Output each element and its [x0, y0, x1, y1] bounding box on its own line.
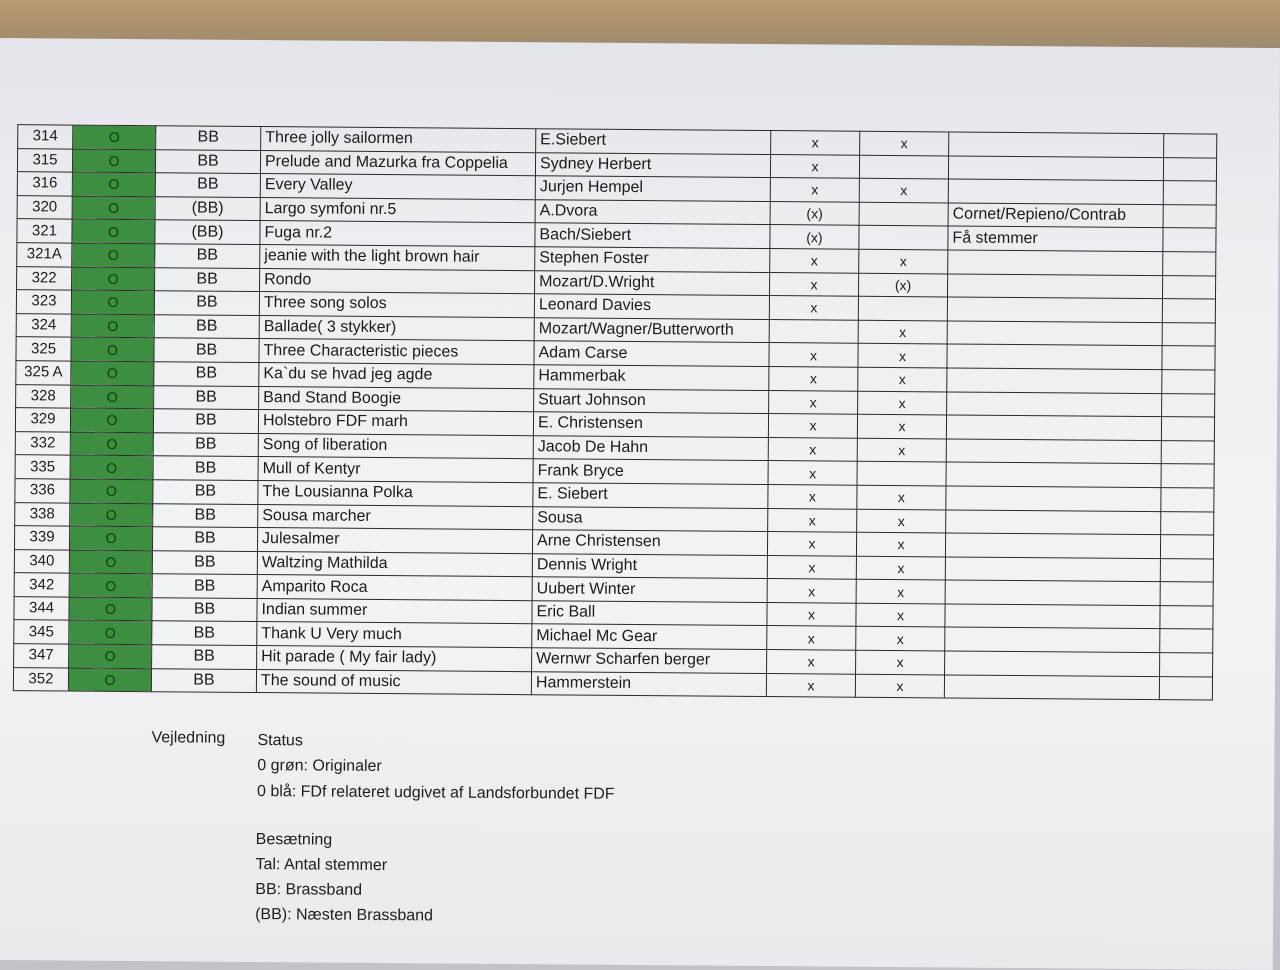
- title-cell: Mull of Kentyr: [258, 457, 533, 483]
- mark-cell-1: x: [769, 390, 858, 414]
- mark-cell-1: x: [771, 131, 860, 155]
- mark-cell-2: x: [858, 344, 947, 368]
- empty-cell: [1162, 275, 1215, 299]
- paper-sheet: [0, 38, 1280, 970]
- note-cell: [947, 391, 1162, 416]
- status-cell: O: [72, 267, 155, 291]
- scoring-bb-line: BB: Brassband: [255, 881, 363, 899]
- mark-cell-1: (x): [770, 201, 859, 225]
- type-cell: BB: [153, 409, 258, 433]
- mark-cell-2: [859, 202, 948, 226]
- composer-cell: Dennis Wright: [532, 553, 767, 578]
- type-cell: BB: [152, 645, 257, 669]
- status-green-line: 0 grøn: Originaler: [257, 757, 382, 776]
- row-number: 338: [15, 502, 70, 526]
- mark-cell-2: [859, 226, 948, 250]
- composer-cell: Arne Christensen: [532, 530, 767, 555]
- type-cell: BB: [154, 291, 259, 315]
- empty-cell: [1161, 417, 1214, 441]
- mark-cell-2: x: [858, 320, 947, 344]
- row-number: 335: [15, 455, 70, 479]
- type-cell: BB: [152, 621, 257, 645]
- mark-cell-2: x: [856, 532, 945, 556]
- composer-cell: Hammerstein: [531, 671, 766, 696]
- title-cell: Every Valley: [260, 174, 535, 200]
- mark-cell-1: x: [768, 414, 857, 438]
- note-cell: [948, 179, 1163, 204]
- type-cell: BB: [153, 456, 258, 480]
- composer-cell: Wernwr Scharfen berger: [532, 648, 767, 673]
- row-number: 328: [16, 384, 71, 408]
- composer-cell: Sydney Herbert: [535, 152, 770, 177]
- title-cell: Fuga nr.2: [260, 221, 535, 247]
- composer-cell: Eric Ball: [532, 601, 767, 626]
- composer-cell: Mozart/Wagner/Butterworth: [534, 317, 769, 342]
- row-number: 336: [15, 479, 70, 503]
- title-cell: Song of liberation: [258, 433, 533, 459]
- title-cell: Waltzing Mathilda: [257, 551, 532, 577]
- empty-cell: [1161, 488, 1214, 512]
- row-number: 332: [15, 431, 70, 455]
- title-cell: Julesalmer: [257, 528, 532, 554]
- composer-cell: Jacob De Hahn: [533, 435, 768, 460]
- row-number: 347: [14, 644, 69, 668]
- note-cell: [946, 439, 1161, 464]
- mark-cell-1: x: [767, 555, 856, 579]
- row-number: 325: [16, 337, 71, 361]
- composer-cell: E. Siebert: [533, 483, 768, 508]
- type-cell: BB: [156, 126, 261, 150]
- note-cell: [946, 509, 1161, 534]
- status-cell: O: [72, 219, 155, 243]
- mark-cell-2: x: [857, 509, 946, 533]
- note-cell: [945, 580, 1160, 605]
- row-number: 345: [14, 620, 69, 644]
- composer-cell: Bach/Siebert: [535, 223, 770, 248]
- mark-cell-1: x: [769, 296, 858, 320]
- note-cell: [945, 533, 1160, 558]
- status-heading: Status: [257, 732, 303, 750]
- title-cell: Thank U Very much: [257, 622, 532, 648]
- composer-cell: Stephen Foster: [535, 247, 770, 272]
- status-cell: O: [71, 361, 154, 385]
- row-number: 340: [14, 549, 69, 573]
- row-number: 352: [13, 667, 68, 691]
- empty-cell: [1163, 157, 1216, 181]
- row-number: 342: [14, 573, 69, 597]
- mark-cell-1: x: [768, 461, 857, 485]
- mark-cell-2: x: [856, 556, 945, 580]
- empty-cell: [1161, 440, 1214, 464]
- mark-cell-1: x: [766, 673, 855, 697]
- title-cell: Three jolly sailormen: [261, 127, 536, 153]
- composer-cell: E. Christensen: [533, 412, 768, 437]
- title-cell: Ka`du se hvad jeg agde: [259, 362, 534, 388]
- status-cell: O: [70, 455, 153, 479]
- status-cell: O: [68, 668, 151, 692]
- type-cell: BB: [152, 574, 257, 598]
- composer-cell: A.Dvora: [535, 199, 770, 224]
- table-body: [13, 125, 1216, 701]
- mark-cell-2: x: [860, 131, 949, 155]
- mark-cell-2: x: [858, 367, 947, 391]
- type-cell: BB: [153, 480, 258, 504]
- note-cell: [945, 627, 1160, 652]
- title-cell: The sound of music: [256, 669, 531, 695]
- type-cell: BB: [152, 527, 257, 551]
- empty-cell: [1160, 558, 1213, 582]
- title-cell: Largo symfoni nr.5: [260, 197, 535, 223]
- scoring-bb-paren-line: (BB): Næsten Brassband: [255, 906, 434, 925]
- empty-cell: [1162, 370, 1215, 394]
- title-cell: Ballade( 3 stykker): [259, 315, 534, 341]
- empty-cell: [1161, 464, 1214, 488]
- status-cell: O: [71, 385, 154, 409]
- note-cell: [947, 344, 1162, 369]
- status-cell: O: [71, 337, 154, 361]
- empty-cell: [1163, 181, 1216, 205]
- title-cell: Rondo: [260, 268, 535, 294]
- mark-cell-1: x: [769, 343, 858, 367]
- mark-cell-1: x: [767, 650, 856, 674]
- title-cell: Three Characteristic pieces: [259, 339, 534, 365]
- empty-cell: [1160, 629, 1213, 653]
- type-cell: BB: [154, 338, 259, 362]
- empty-cell: [1162, 346, 1215, 370]
- empty-cell: [1160, 606, 1213, 630]
- type-cell: BB: [154, 362, 259, 386]
- title-cell: Amparito Roca: [257, 575, 532, 601]
- empty-cell: [1163, 228, 1216, 252]
- title-cell: jeanie with the light brown hair: [260, 245, 535, 271]
- mark-cell-2: (x): [858, 273, 947, 297]
- composer-cell: Adam Carse: [534, 341, 769, 366]
- mark-cell-1: x: [770, 178, 859, 202]
- note-cell: [944, 675, 1159, 700]
- mark-cell-1: x: [767, 626, 856, 650]
- note-cell: [949, 132, 1164, 157]
- status-cell: O: [72, 172, 155, 196]
- mark-cell-1: x: [768, 508, 857, 532]
- mark-cell-2: x: [856, 627, 945, 651]
- row-number: 325 A: [16, 361, 71, 385]
- row-number: 324: [16, 313, 71, 337]
- composer-cell: Mozart/D.Wright: [535, 270, 770, 295]
- mark-cell-2: [858, 296, 947, 320]
- title-cell: Band Stand Boogie: [259, 386, 534, 412]
- status-cell: O: [72, 196, 155, 220]
- note-cell: [945, 557, 1160, 582]
- status-cell: O: [69, 526, 152, 550]
- status-cell: O: [72, 149, 155, 173]
- row-number: 329: [15, 408, 70, 432]
- type-cell: BB: [154, 314, 259, 338]
- note-cell: [945, 604, 1160, 629]
- status-cell: O: [69, 550, 152, 574]
- status-cell: O: [73, 125, 156, 149]
- mark-cell-1: [769, 319, 858, 343]
- mark-cell-1: x: [767, 602, 856, 626]
- mark-cell-1: x: [767, 579, 856, 603]
- status-cell: O: [69, 597, 152, 621]
- mark-cell-1: x: [767, 532, 856, 556]
- mark-cell-2: x: [859, 178, 948, 202]
- mark-cell-2: [859, 155, 948, 179]
- type-cell: BB: [155, 244, 260, 268]
- empty-cell: [1162, 299, 1215, 323]
- title-cell: Prelude and Mazurka fra Coppelia: [260, 150, 535, 176]
- empty-cell: [1159, 676, 1212, 700]
- status-cell: O: [69, 644, 152, 668]
- type-cell: (BB): [155, 220, 260, 244]
- row-number: 321: [17, 219, 72, 243]
- status-cell: O: [70, 479, 153, 503]
- empty-cell: [1160, 653, 1213, 677]
- mark-cell-2: x: [857, 438, 946, 462]
- mark-cell-2: x: [856, 650, 945, 674]
- mark-cell-1: (x): [770, 225, 859, 249]
- mark-cell-2: x: [857, 414, 946, 438]
- mark-cell-2: x: [858, 391, 947, 415]
- note-cell: Få stemmer: [948, 226, 1163, 251]
- title-cell: Holstebro FDF marh: [258, 410, 533, 436]
- mark-cell-1: x: [769, 366, 858, 390]
- note-cell: [947, 274, 1162, 299]
- scoring-heading: Besætning: [255, 831, 333, 849]
- mark-cell-1: x: [770, 154, 859, 178]
- title-cell: Sousa marcher: [258, 504, 533, 530]
- type-cell: BB: [151, 668, 256, 692]
- composer-cell: E.Siebert: [536, 129, 771, 154]
- type-cell: BB: [153, 432, 258, 456]
- empty-cell: [1160, 535, 1213, 559]
- row-number: 315: [17, 148, 72, 172]
- row-number: 321A: [17, 243, 72, 267]
- type-cell: BB: [155, 267, 260, 291]
- status-cell: O: [71, 314, 154, 338]
- type-cell: BB: [153, 503, 258, 527]
- note-cell: [947, 297, 1162, 322]
- empty-cell: [1163, 204, 1216, 228]
- type-cell: BB: [152, 550, 257, 574]
- type-cell: BB: [152, 598, 257, 622]
- title-cell: The Lousianna Polka: [258, 480, 533, 506]
- composer-cell: Sousa: [533, 506, 768, 531]
- mark-cell-2: x: [857, 485, 946, 509]
- composer-cell: Stuart Johnson: [534, 388, 769, 413]
- mark-cell-2: [857, 462, 946, 486]
- row-number: 316: [17, 172, 72, 196]
- row-number: 320: [17, 195, 72, 219]
- empty-cell: [1164, 134, 1217, 158]
- row-number: 322: [17, 266, 72, 290]
- composer-cell: Michael Mc Gear: [532, 624, 767, 649]
- mark-cell-1: x: [768, 437, 857, 461]
- status-cell: O: [69, 573, 152, 597]
- row-number: 314: [18, 125, 73, 149]
- status-cell: O: [70, 432, 153, 456]
- empty-cell: [1160, 582, 1213, 606]
- row-number: 323: [16, 290, 71, 314]
- empty-cell: [1163, 252, 1216, 276]
- row-number: 339: [14, 526, 69, 550]
- type-cell: BB: [154, 385, 259, 409]
- note-cell: [946, 415, 1161, 440]
- status-cell: O: [72, 243, 155, 267]
- note-cell: [946, 486, 1161, 511]
- composer-cell: Jurjen Hempel: [535, 176, 770, 201]
- note-cell: Cornet/Repieno/Contrab: [948, 203, 1163, 228]
- guide-heading: Vejledning: [151, 729, 226, 747]
- note-cell: [948, 156, 1163, 181]
- status-cell: O: [69, 621, 152, 645]
- composer-cell: Uubert Winter: [532, 577, 767, 602]
- note-cell: [947, 321, 1162, 346]
- composer-cell: Hammerbak: [534, 365, 769, 390]
- empty-cell: [1161, 511, 1214, 535]
- type-cell: BB: [155, 149, 260, 173]
- empty-cell: [1162, 393, 1215, 417]
- mark-cell-2: x: [855, 674, 944, 698]
- status-cell: O: [70, 408, 153, 432]
- title-cell: Indian summer: [257, 598, 532, 624]
- mark-cell-1: x: [770, 249, 859, 273]
- mark-cell-1: x: [768, 484, 857, 508]
- type-cell: (BB): [155, 197, 260, 221]
- mark-cell-2: x: [859, 249, 948, 273]
- status-cell: O: [70, 503, 153, 527]
- mark-cell-2: x: [856, 603, 945, 627]
- note-cell: [947, 368, 1162, 393]
- title-cell: Hit parade ( My fair lady): [257, 646, 532, 672]
- status-blue-line: 0 blå: FDf relateret udgivet af Landsforbundet FDF: [257, 783, 615, 803]
- type-cell: BB: [155, 173, 260, 197]
- note-cell: [946, 462, 1161, 487]
- mark-cell-1: x: [769, 272, 858, 296]
- mark-cell-2: x: [856, 580, 945, 604]
- composer-cell: Frank Bryce: [533, 459, 768, 484]
- note-cell: [945, 651, 1160, 676]
- music-catalog-table: [13, 124, 1217, 701]
- title-cell: Three song solos: [259, 292, 534, 318]
- empty-cell: [1162, 322, 1215, 346]
- row-number: 344: [14, 597, 69, 621]
- scoring-number-line: Tal: Antal stemmer: [255, 856, 388, 875]
- note-cell: [948, 250, 1163, 275]
- status-cell: O: [71, 290, 154, 314]
- composer-cell: Leonard Davies: [534, 294, 769, 319]
